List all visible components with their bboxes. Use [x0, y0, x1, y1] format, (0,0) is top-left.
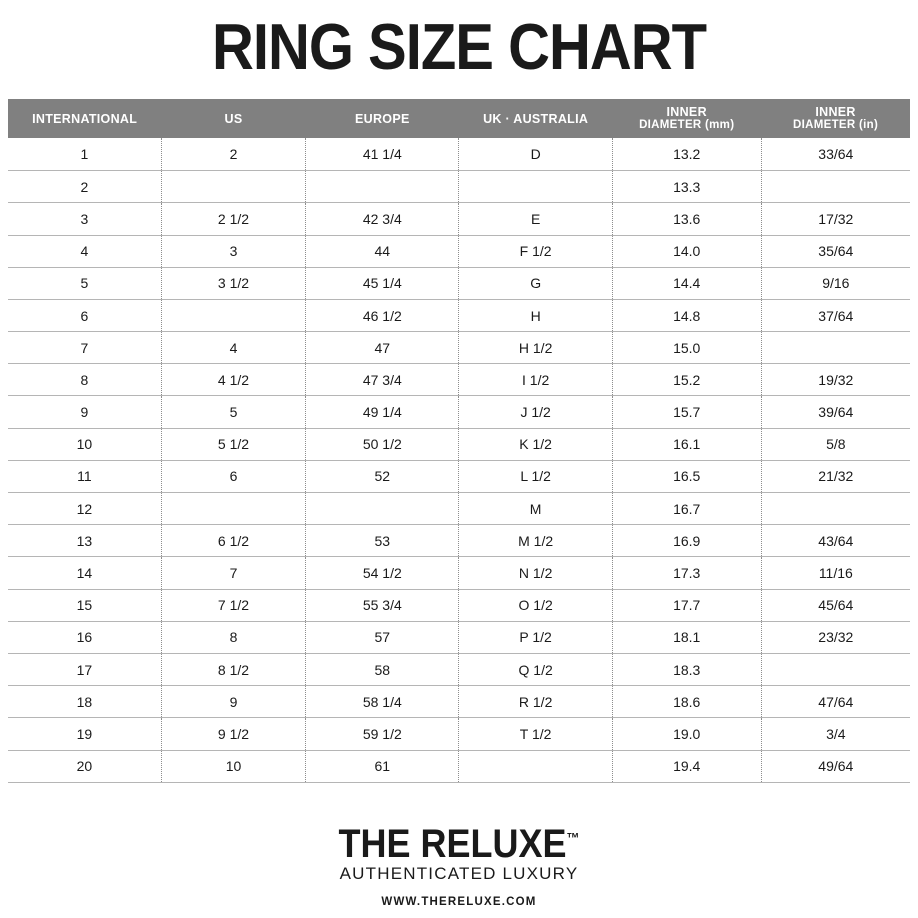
table-cell: 42 3/4	[306, 203, 459, 235]
table-cell: 33/64	[761, 138, 910, 170]
table-cell: 54 1/2	[306, 557, 459, 589]
table-cell: F 1/2	[459, 235, 612, 267]
table-cell: D	[459, 138, 612, 170]
table-cell: 43/64	[761, 525, 910, 557]
table-row	[8, 267, 910, 299]
column-header-label: INNER	[815, 104, 856, 119]
table-cell: 47 3/4	[306, 364, 459, 396]
table-cell: 49/64	[761, 750, 910, 782]
table-cell: 58	[306, 653, 459, 685]
table-cell: 50 1/2	[306, 428, 459, 460]
table-cell: G	[459, 267, 612, 299]
table-cell: 2 1/2	[161, 203, 305, 235]
table-cell: 46 1/2	[306, 299, 459, 331]
brand-tagline: AUTHENTICATED LUXURY	[339, 864, 579, 883]
table-row	[8, 493, 910, 525]
table-row	[8, 750, 910, 782]
table-cell	[459, 750, 612, 782]
table-cell: 17.7	[612, 589, 761, 621]
table-row	[8, 621, 910, 653]
table-cell: 15.2	[612, 364, 761, 396]
table-cell	[761, 171, 910, 203]
table-cell: E	[459, 203, 612, 235]
table-cell: 59 1/2	[306, 718, 459, 750]
table-cell: 19	[8, 718, 161, 750]
table-row	[8, 299, 910, 331]
brand-url: WWW.THERELUXE.COM	[381, 896, 537, 908]
table-cell	[761, 653, 910, 685]
column-header-uk-australia	[459, 99, 612, 139]
table-cell: 7 1/2	[161, 589, 305, 621]
table-cell: 14.8	[612, 299, 761, 331]
table-cell: 13.3	[612, 171, 761, 203]
table-cell: 15	[8, 589, 161, 621]
table-cell: 5/8	[761, 428, 910, 460]
table-cell: 45/64	[761, 589, 910, 621]
table-cell: 16	[8, 621, 161, 653]
table-cell: 35/64	[761, 235, 910, 267]
table-cell: 8 1/2	[161, 653, 305, 685]
table-cell: 8	[161, 621, 305, 653]
table-cell: 11	[8, 460, 161, 492]
table-cell: N 1/2	[459, 557, 612, 589]
table-cell: 52	[306, 460, 459, 492]
table-cell: 6	[161, 460, 305, 492]
table-cell: 4	[8, 235, 161, 267]
column-header-label: UK · AUSTRALIA	[483, 111, 589, 126]
table-cell: T 1/2	[459, 718, 612, 750]
table-cell: 7	[8, 332, 161, 364]
table-cell: 13	[8, 525, 161, 557]
table-cell: 13.2	[612, 138, 761, 170]
table-row	[8, 589, 910, 621]
table-cell	[306, 171, 459, 203]
table-cell: 18.6	[612, 686, 761, 718]
table-cell: 18.3	[612, 653, 761, 685]
table-cell: 3	[161, 235, 305, 267]
table-cell	[161, 299, 305, 331]
table-cell: 15.7	[612, 396, 761, 428]
table-cell: 57	[306, 621, 459, 653]
column-header-inner-diameter-in	[761, 99, 910, 139]
table-header	[8, 99, 910, 139]
table-cell: H 1/2	[459, 332, 612, 364]
column-header-label: INTERNATIONAL	[32, 111, 138, 126]
table-cell: 14	[8, 557, 161, 589]
table-cell: 55 3/4	[306, 589, 459, 621]
column-header-europe	[306, 99, 459, 139]
table-row	[8, 364, 910, 396]
table-row	[8, 396, 910, 428]
table-cell: 19.0	[612, 718, 761, 750]
table-cell: 23/32	[761, 621, 910, 653]
column-header-label: US	[224, 111, 243, 126]
table-row	[8, 428, 910, 460]
table-cell: 5 1/2	[161, 428, 305, 460]
table-cell: 4	[161, 332, 305, 364]
table-cell: 9	[161, 686, 305, 718]
table-cell: 18	[8, 686, 161, 718]
column-header-label: EUROPE	[355, 111, 410, 126]
table-cell: M 1/2	[459, 525, 612, 557]
column-header-international	[8, 99, 161, 139]
table-cell	[161, 171, 305, 203]
table-cell: 6	[8, 299, 161, 331]
table-cell: 3/4	[761, 718, 910, 750]
table-cell: K 1/2	[459, 428, 612, 460]
table-cell: 1	[8, 138, 161, 170]
table-cell: 47/64	[761, 686, 910, 718]
table-cell: 4 1/2	[161, 364, 305, 396]
table-row	[8, 557, 910, 589]
brand-name	[338, 820, 580, 866]
table-cell: P 1/2	[459, 621, 612, 653]
table-cell: 15.0	[612, 332, 761, 364]
table-cell: 19/32	[761, 364, 910, 396]
table-cell: 45 1/4	[306, 267, 459, 299]
table-cell: 9	[8, 396, 161, 428]
table-cell: 17.3	[612, 557, 761, 589]
ring-size-table	[8, 99, 910, 783]
table-cell: 5	[161, 396, 305, 428]
table-cell: 44	[306, 235, 459, 267]
table-cell: 5	[8, 267, 161, 299]
table-row	[8, 138, 910, 170]
table-cell: R 1/2	[459, 686, 612, 718]
brand-text: THE RELUXE	[338, 820, 567, 866]
table-cell: 11/16	[761, 557, 910, 589]
table-cell: 16.9	[612, 525, 761, 557]
table-cell: 3 1/2	[161, 267, 305, 299]
table-row	[8, 332, 910, 364]
table-cell: 49 1/4	[306, 396, 459, 428]
table-cell: 58 1/4	[306, 686, 459, 718]
table-header-row	[8, 99, 910, 139]
footer	[8, 820, 910, 918]
column-header-inner-diameter-mm	[612, 99, 761, 139]
table-cell: 10	[8, 428, 161, 460]
table-row	[8, 171, 910, 203]
table-cell: 17/32	[761, 203, 910, 235]
page-title: RING SIZE CHART	[211, 10, 707, 84]
table-cell: 13.6	[612, 203, 761, 235]
column-header-us	[161, 99, 305, 139]
table-cell: 9/16	[761, 267, 910, 299]
table-row	[8, 203, 910, 235]
trademark-symbol: ™	[566, 829, 580, 847]
table-cell	[761, 332, 910, 364]
table-row	[8, 653, 910, 685]
table-cell: 53	[306, 525, 459, 557]
table-cell: O 1/2	[459, 589, 612, 621]
table-cell: 10	[161, 750, 305, 782]
table-cell: 8	[8, 364, 161, 396]
table-cell: 7	[161, 557, 305, 589]
table-row	[8, 525, 910, 557]
table-cell: I 1/2	[459, 364, 612, 396]
column-header-sublabel: DIAMETER (in)	[793, 119, 879, 132]
table-cell: H	[459, 299, 612, 331]
table-cell	[161, 493, 305, 525]
table-cell: M	[459, 493, 612, 525]
table-cell: 16.1	[612, 428, 761, 460]
table-cell	[306, 493, 459, 525]
table-cell: 12	[8, 493, 161, 525]
table-cell	[459, 171, 612, 203]
table-cell: 21/32	[761, 460, 910, 492]
table-cell: 39/64	[761, 396, 910, 428]
table-cell: 37/64	[761, 299, 910, 331]
table-cell: 6 1/2	[161, 525, 305, 557]
table-row	[8, 686, 910, 718]
table-cell: 16.5	[612, 460, 761, 492]
table-cell: 61	[306, 750, 459, 782]
column-header-sublabel: DIAMETER (mm)	[639, 119, 735, 132]
table-cell: 17	[8, 653, 161, 685]
table-cell: 14.0	[612, 235, 761, 267]
table-cell: 16.7	[612, 493, 761, 525]
table-row	[8, 718, 910, 750]
table-cell	[761, 493, 910, 525]
table-cell: L 1/2	[459, 460, 612, 492]
table-row	[8, 460, 910, 492]
column-header-label: INNER	[666, 104, 707, 119]
table-body	[8, 138, 910, 782]
table-cell: Q 1/2	[459, 653, 612, 685]
table-cell: 18.1	[612, 621, 761, 653]
table-cell: 2	[161, 138, 305, 170]
table-cell: 19.4	[612, 750, 761, 782]
table-cell: 41 1/4	[306, 138, 459, 170]
table-cell: 14.4	[612, 267, 761, 299]
table-cell: 20	[8, 750, 161, 782]
table-cell: 3	[8, 203, 161, 235]
table-cell: 2	[8, 171, 161, 203]
table-cell: 9 1/2	[161, 718, 305, 750]
table-cell: 47	[306, 332, 459, 364]
table-row	[8, 235, 910, 267]
table-cell: J 1/2	[459, 396, 612, 428]
